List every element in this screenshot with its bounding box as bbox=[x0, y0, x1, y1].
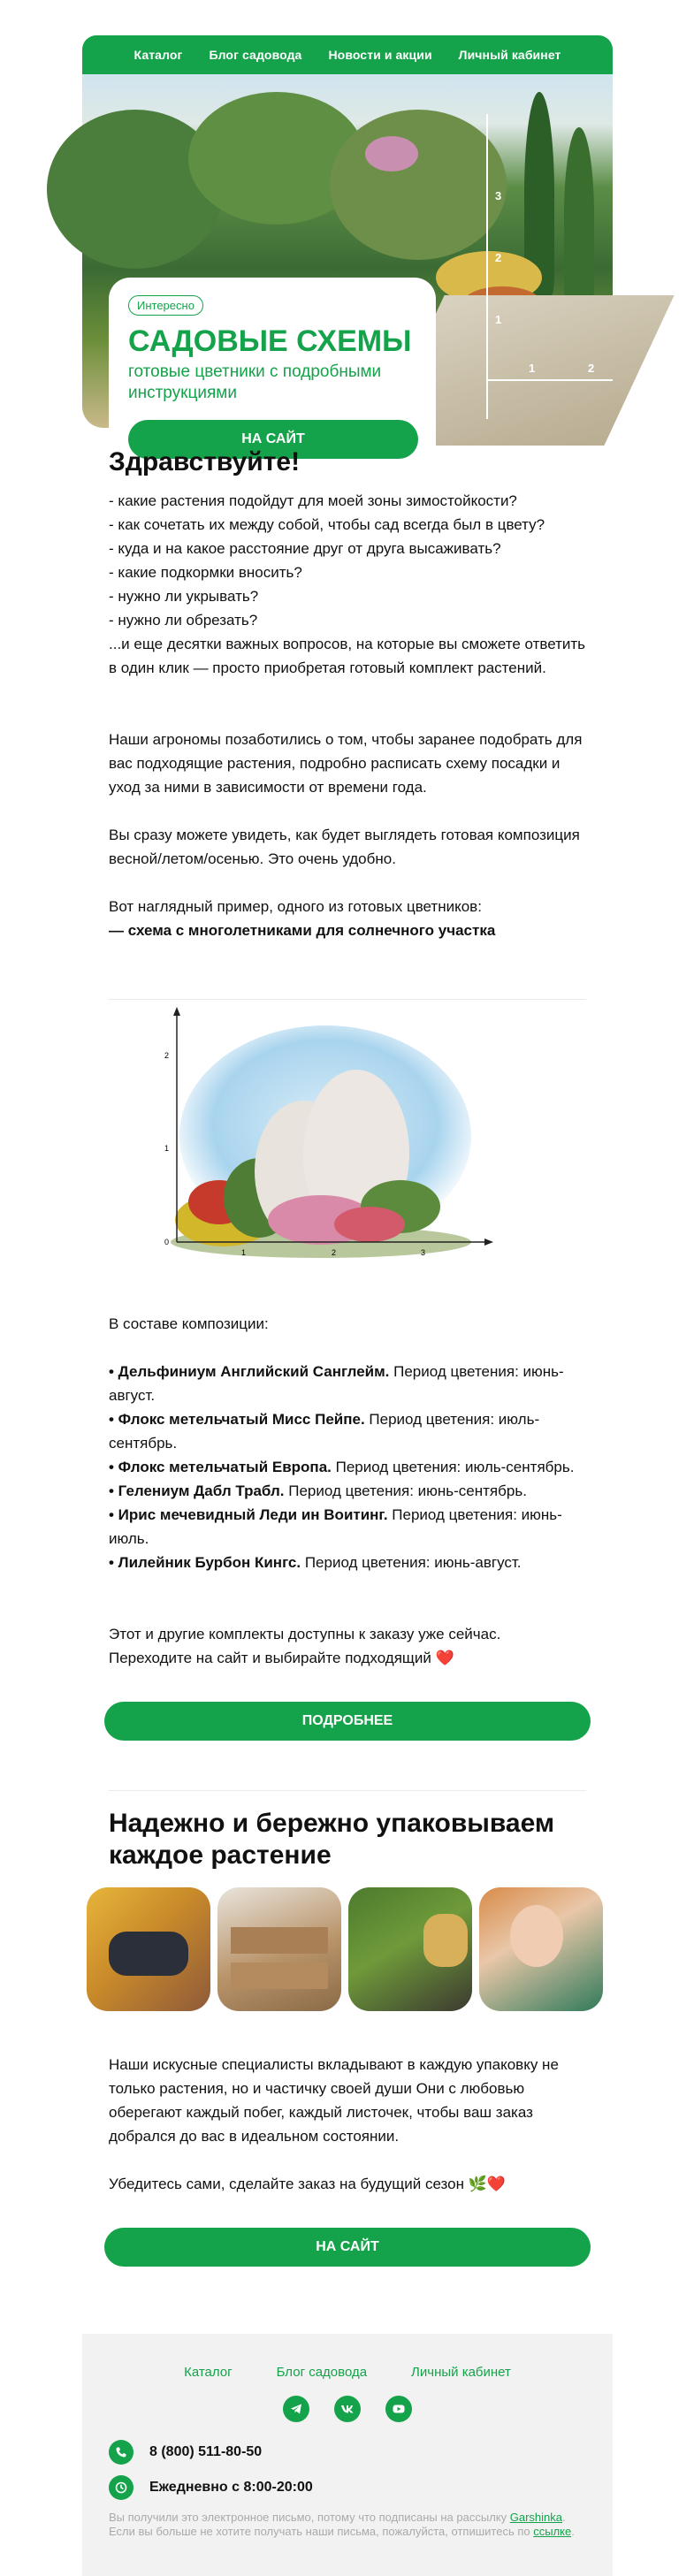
x-tick: 2 bbox=[332, 1248, 337, 1257]
composition-item: • Гелениум Дабл Трабл. Период цветения: июнь-сентябрь. bbox=[109, 1482, 527, 1499]
greeting-questions bbox=[109, 489, 586, 680]
vk-icon[interactable] bbox=[334, 2396, 361, 2422]
unsubscribe-link[interactable]: ссылке bbox=[533, 2525, 572, 2538]
footer-links bbox=[82, 2365, 613, 2380]
nav-catalog[interactable]: Каталог bbox=[133, 48, 183, 62]
clock-icon bbox=[109, 2475, 133, 2500]
flowerbed-scheme-image bbox=[135, 1003, 507, 1286]
divider bbox=[109, 1790, 586, 1791]
hero-banner bbox=[82, 74, 613, 446]
social-links bbox=[82, 2396, 613, 2422]
paragraph-agronomists: Наши агрономы позаботились о том, чтобы заранее подобрать для вас подходящие растения, подробно расписать схему посадки и уход за ними в зависимости от времени года. bbox=[109, 731, 583, 796]
example-intro: Вот наглядный пример, одного из готовых цветников: bbox=[109, 898, 482, 915]
x-tick: 3 bbox=[421, 1248, 426, 1257]
y-tick: 1 bbox=[164, 1144, 170, 1153]
question-line: - как сочетать их между собой, чтобы сад всегда был в цвету? bbox=[109, 516, 545, 533]
nav-blog[interactable]: Блог садовода bbox=[209, 48, 302, 62]
footer bbox=[82, 2334, 613, 2576]
scale-mark: 2 bbox=[495, 251, 502, 264]
paragraph-example bbox=[109, 895, 586, 942]
question-line: - куда и на какое расстояние друг от друга высаживать? bbox=[109, 540, 501, 557]
composition-item: • Ирис мечевидный Леди ин Воитинг. Период цветения: июнь-июль. bbox=[109, 1506, 562, 1547]
youtube-icon[interactable] bbox=[385, 2396, 412, 2422]
packing-text: Наши искусные специалисты вкладывают в каждую упаковку не только растения, но и частичку своей души Они с любовью оберегают каждый побег, каждый листочек, чтобы ваш заказ добрался до вас в идеальном состоянии. bbox=[109, 2056, 559, 2145]
phone-icon bbox=[109, 2440, 133, 2465]
phone-contact bbox=[109, 2440, 262, 2465]
composition-intro: В составе композиции: bbox=[109, 1315, 269, 1332]
composition-item: • Флокс метельчатый Европа. Период цветения: июль-сентябрь. bbox=[109, 1459, 575, 1475]
telegram-icon[interactable] bbox=[283, 2396, 309, 2422]
composition-item: • Флокс метельчатый Мисс Пейпе. Период цветения: июль-сентябрь. bbox=[109, 1411, 540, 1452]
footer-link-account[interactable]: Личный кабинет bbox=[411, 2365, 511, 2380]
scale-mark: 2 bbox=[588, 362, 595, 375]
scale-mark: 3 bbox=[495, 189, 502, 202]
brand-link[interactable]: Garshinka bbox=[509, 2511, 562, 2524]
scale-mark: 1 bbox=[529, 362, 536, 375]
question-line: ...и еще десятки важных вопросов, на которые вы сможете ответить в один клик — просто приобретая готовый комплект растений. bbox=[109, 636, 586, 676]
packing-photo-3 bbox=[348, 1887, 472, 2011]
phone-number[interactable]: 8 (800) 511-80-50 bbox=[149, 2444, 263, 2459]
nav-account[interactable]: Личный кабинет bbox=[458, 48, 561, 62]
divider bbox=[109, 999, 586, 1000]
question-line: - нужно ли обрезать? bbox=[109, 612, 258, 629]
nav-news[interactable]: Новости и акции bbox=[328, 48, 432, 62]
question-line: - нужно ли укрывать? bbox=[109, 588, 259, 605]
legal-text: Вы получили это электронное письмо, потому что подписаны на рассылку Garshinka. Если вы больше не хотите получать наши письма, пожалуйста, отпишитесь по ссылке. bbox=[109, 2511, 575, 2538]
packing-photo-2 bbox=[217, 1887, 341, 2011]
composition-item: • Лилейник Бурбон Кингс. Период цветения: июнь-август. bbox=[109, 1554, 522, 1571]
packing-cta-text: Убедитесь сами, сделайте заказ на будущий сезон 🌿❤️ bbox=[109, 2176, 507, 2192]
hero-title: САДОВЫЕ СХЕМЫ bbox=[128, 324, 412, 358]
hero-site-button[interactable]: НА САЙТ bbox=[128, 420, 418, 459]
x-tick: 1 bbox=[241, 1248, 247, 1257]
footer-link-catalog[interactable]: Каталог bbox=[184, 2365, 233, 2380]
question-line: - какие подкормки вносить? bbox=[109, 564, 302, 581]
top-nav bbox=[82, 35, 613, 74]
footer-link-blog[interactable]: Блог садовода bbox=[276, 2365, 368, 2380]
hero-subtitle: готовые цветники с подробными инструкциями bbox=[128, 362, 382, 402]
question-line: - какие растения подойдут для моей зоны зимостойкости? bbox=[109, 492, 517, 509]
paragraph-seasons: Вы сразу можете увидеть, как будет выглядеть готовая композиция весной/летом/осенью. Это очень удобно. bbox=[109, 827, 580, 867]
greeting-title: Здравствуйте! bbox=[109, 447, 301, 476]
more-button[interactable]: ПОДРОБНЕЕ bbox=[104, 1702, 591, 1741]
scale-mark: 1 bbox=[495, 313, 502, 326]
y-tick: 0 bbox=[164, 1238, 170, 1246]
packing-title: Надежно и бережно упаковываем каждое растение bbox=[109, 1809, 555, 1870]
example-scheme-name: — схема с многолетниками для солнечного участка bbox=[109, 922, 496, 939]
composition-outro: Этот и другие комплекты доступны к заказу уже сейчас. Переходите на сайт и выбирайте подходящий ❤️ bbox=[109, 1626, 501, 1666]
composition-list bbox=[109, 1360, 586, 1574]
hours-contact bbox=[109, 2475, 313, 2500]
packing-photo-1 bbox=[87, 1887, 210, 2011]
y-tick: 2 bbox=[164, 1051, 170, 1060]
packing-photo-4 bbox=[479, 1887, 603, 2011]
composition-item: • Дельфиниум Английский Санглейм. Период цветения: июнь-август. bbox=[109, 1363, 564, 1404]
packing-site-button[interactable]: НА САЙТ bbox=[104, 2228, 591, 2267]
working-hours: Ежедневно с 8:00-20:00 bbox=[149, 2480, 313, 2495]
interesting-badge: Интересно bbox=[128, 295, 203, 316]
